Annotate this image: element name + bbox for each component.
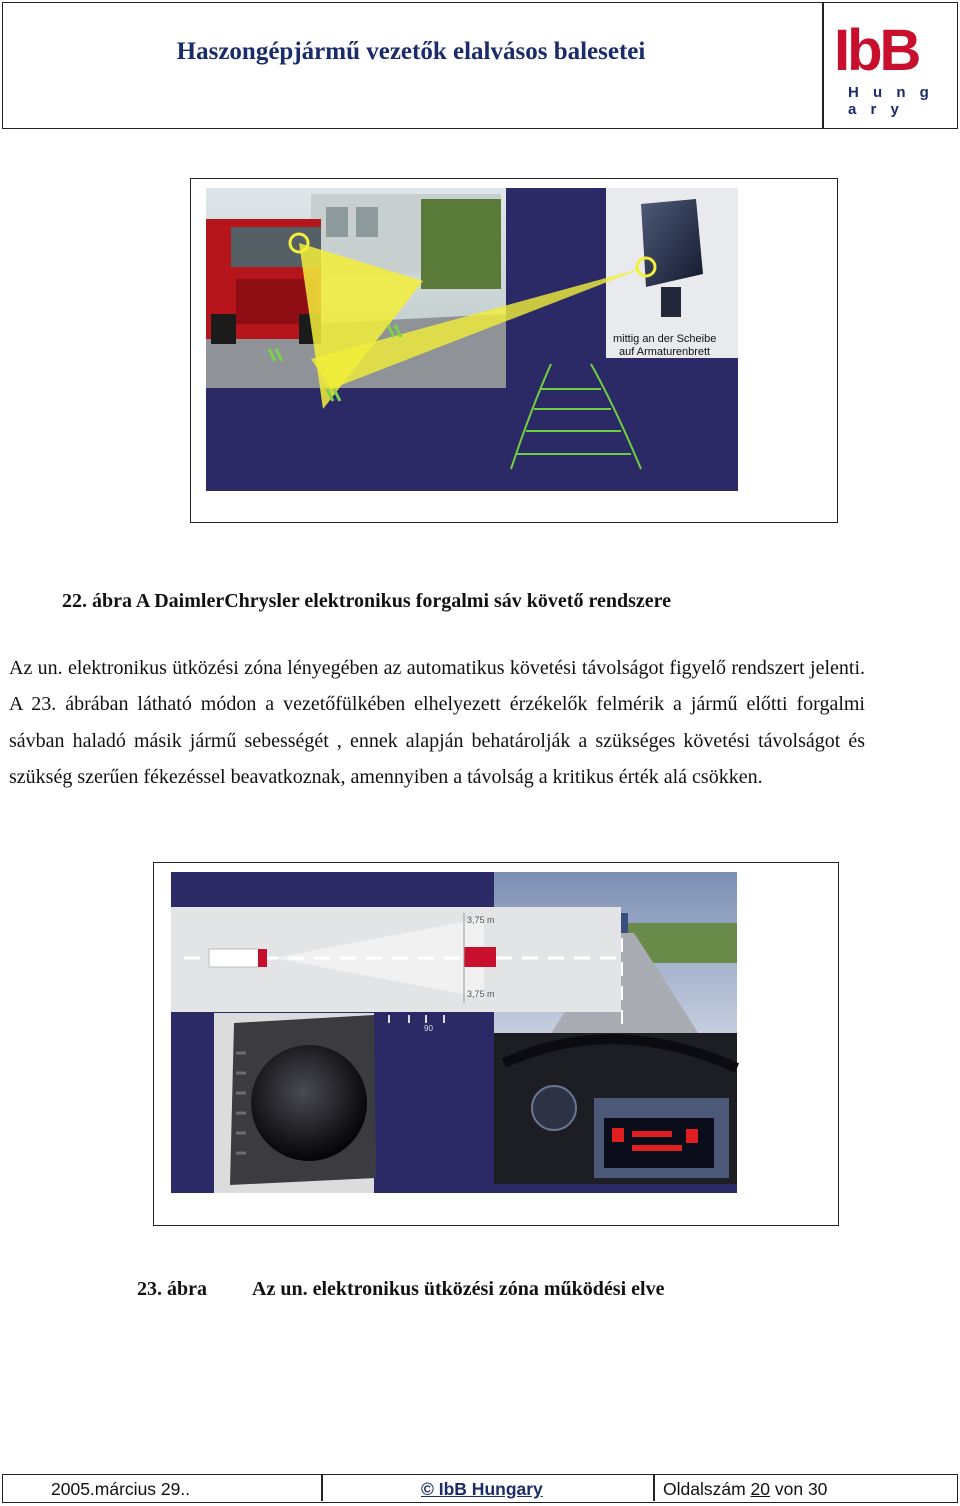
footer-divider [653,1475,655,1501]
page-footer [2,1474,958,1503]
logo-text: IbB [834,18,919,83]
footer-divider [321,1475,323,1501]
footer-page-number [663,1479,827,1500]
page-suffix: von 30 [770,1479,828,1499]
page-current: 20 [750,1479,770,1499]
radar-sensor-photo [214,1013,376,1193]
figure-22-image [191,179,836,521]
dimension-label-top: 3,75 m [467,915,495,925]
figure-22-frame [190,178,838,523]
page-header [0,0,960,131]
footer-date: 2005.március 29.. [51,1479,191,1499]
body-paragraph: Az un. elektronikus ütközési zóna lényegében az automatikus követési távolságot figyelő rendszert jelenti. A 23. ábrában látható módon a vezetőfülkében elhelyezett érzékelők felmérik a jármű előtti forgalmi sávban haladó másik jármű sebességét , ennek alapján behatárolják a szükséges követési távolságot és szükség szerűen fékezéssel beavatkoznak, amennyiben a távolság a kritikus érték alá csökken. [9,657,865,788]
sensor-label-2: auf Armaturenbrett [619,346,711,358]
page-prefix: Oldalszám [663,1479,751,1499]
figure-23-text: Az un. elektronikus ütközési zóna működési elve [252,1278,665,1300]
document-title: Haszongépjármű vezetők elalvásos balesetei [176,38,646,65]
figure-23-caption [137,1278,664,1301]
figure-23-number: 23. ábra [137,1278,207,1300]
footer-copyright: © IbB Hungary [421,1479,543,1499]
header-divider [822,2,824,129]
dimension-label-bottom: 3,75 m [467,989,495,999]
figure-23-image [154,863,837,1224]
figure-23-frame [153,862,839,1226]
scale-tick-label: 90 [424,1024,433,1033]
figure-22-caption: 22. ábra A DaimlerChrysler elektronikus forgalmi sáv követő rendszere [62,590,672,612]
ibb-logo [832,18,952,118]
sensor-label-1: mittig an der Scheibe [613,333,717,345]
logo-subtext: H u n g a r y [848,84,934,118]
